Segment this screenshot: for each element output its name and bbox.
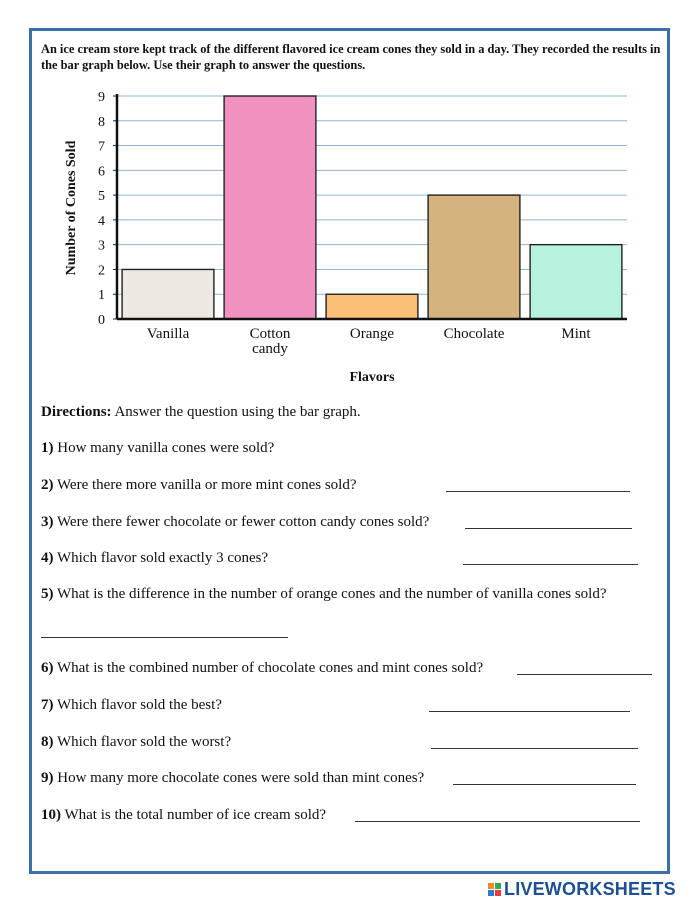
question-text: Which flavor sold the worst? [53, 734, 232, 750]
x-axis-label: Flavors [349, 370, 395, 385]
question-number: 9) [41, 770, 54, 786]
y-tick-label: 3 [98, 238, 105, 254]
y-tick-label: 4 [98, 213, 105, 229]
question-number: 6) [41, 660, 54, 676]
bar-orange [326, 294, 418, 319]
question-7 [41, 697, 222, 714]
question-5 [41, 586, 607, 603]
answer-blank-7[interactable] [429, 711, 630, 712]
question-1 [41, 440, 274, 457]
x-tick-label: Mint [561, 326, 591, 342]
question-8 [41, 734, 231, 751]
y-tick-label: 9 [98, 90, 105, 105]
logo-square [495, 883, 501, 889]
question-number: 2) [41, 477, 54, 493]
answer-blank-8[interactable] [431, 748, 638, 749]
question-text: Were there more vanilla or more mint cones sold? [53, 477, 357, 493]
question-number: 10) [41, 807, 61, 823]
directions-label: Directions: [41, 404, 112, 420]
directions-text: Answer the question using the bar graph. [111, 404, 361, 420]
question-text: How many more chocolate cones were sold than mint cones? [53, 770, 425, 786]
y-tick-label: 0 [98, 313, 105, 328]
x-tick-label: Orange [349, 326, 395, 342]
y-tick-label: 6 [98, 164, 105, 180]
answer-blank-5[interactable] [41, 637, 288, 638]
question-text: Were there fewer chocolate or fewer cotton candy cones sold? [53, 514, 430, 530]
logo-text: LIVEWORKSHEETS [504, 878, 676, 899]
question-text: How many vanilla cones were sold? [53, 440, 275, 456]
question-6 [41, 660, 483, 677]
answer-blank-4[interactable] [463, 564, 638, 565]
question-text: Which flavor sold the best? [53, 697, 222, 713]
bar-cotton-candy [224, 96, 316, 319]
question-text: What is the combined number of chocolate cones and mint cones sold? [53, 660, 484, 676]
x-tick-label: Chocolate [443, 326, 505, 342]
answer-blank-2[interactable] [446, 491, 630, 492]
y-tick-label: 1 [98, 288, 105, 304]
answer-blank-3[interactable] [465, 528, 632, 529]
logo-square [495, 890, 501, 896]
chart-bars [122, 96, 622, 319]
logo-square [488, 890, 494, 896]
answer-blank-10[interactable] [355, 821, 640, 822]
answer-blank-9[interactable] [453, 784, 636, 785]
answer-blank-6[interactable] [517, 674, 652, 675]
question-2 [41, 477, 357, 494]
y-tick-label: 8 [98, 114, 105, 130]
question-number: 1) [41, 440, 54, 456]
question-text: What is the difference in the number of orange cones and the number of vanilla cones sold? [53, 586, 607, 602]
directions [41, 404, 361, 421]
question-4 [41, 550, 268, 567]
bar-chocolate [428, 195, 520, 319]
y-tick-label: 7 [98, 139, 105, 155]
question-9 [41, 770, 424, 787]
question-10 [41, 807, 326, 824]
x-tick-label: candy [252, 341, 288, 357]
question-number: 4) [41, 550, 54, 566]
question-number: 3) [41, 514, 54, 530]
x-tick-label: Cotton [249, 326, 291, 342]
question-number: 7) [41, 697, 54, 713]
question-number: 8) [41, 734, 54, 750]
question-number: 5) [41, 586, 54, 602]
intro-text: An ice cream store kept track of the different flavored ice cream cones they sold in a day. They recorded the results in the bar graph below. Use their graph to answer the questions. [41, 42, 661, 72]
question-text: What is the total number of ice cream sold? [61, 807, 327, 823]
y-axis-label: Number of Cones Sold [64, 140, 79, 276]
y-tick-label: 2 [98, 263, 105, 279]
x-tick-label: Vanilla [146, 326, 190, 342]
liveworksheets-logo[interactable] [488, 878, 676, 900]
bar-mint [530, 245, 622, 319]
logo-icon [488, 883, 501, 896]
question-3 [41, 514, 429, 531]
bar-vanilla [122, 269, 214, 319]
question-text: Which flavor sold exactly 3 cones? [53, 550, 269, 566]
y-tick-label: 5 [98, 189, 105, 205]
logo-square [488, 883, 494, 889]
bar-chart [0, 0, 700, 400]
